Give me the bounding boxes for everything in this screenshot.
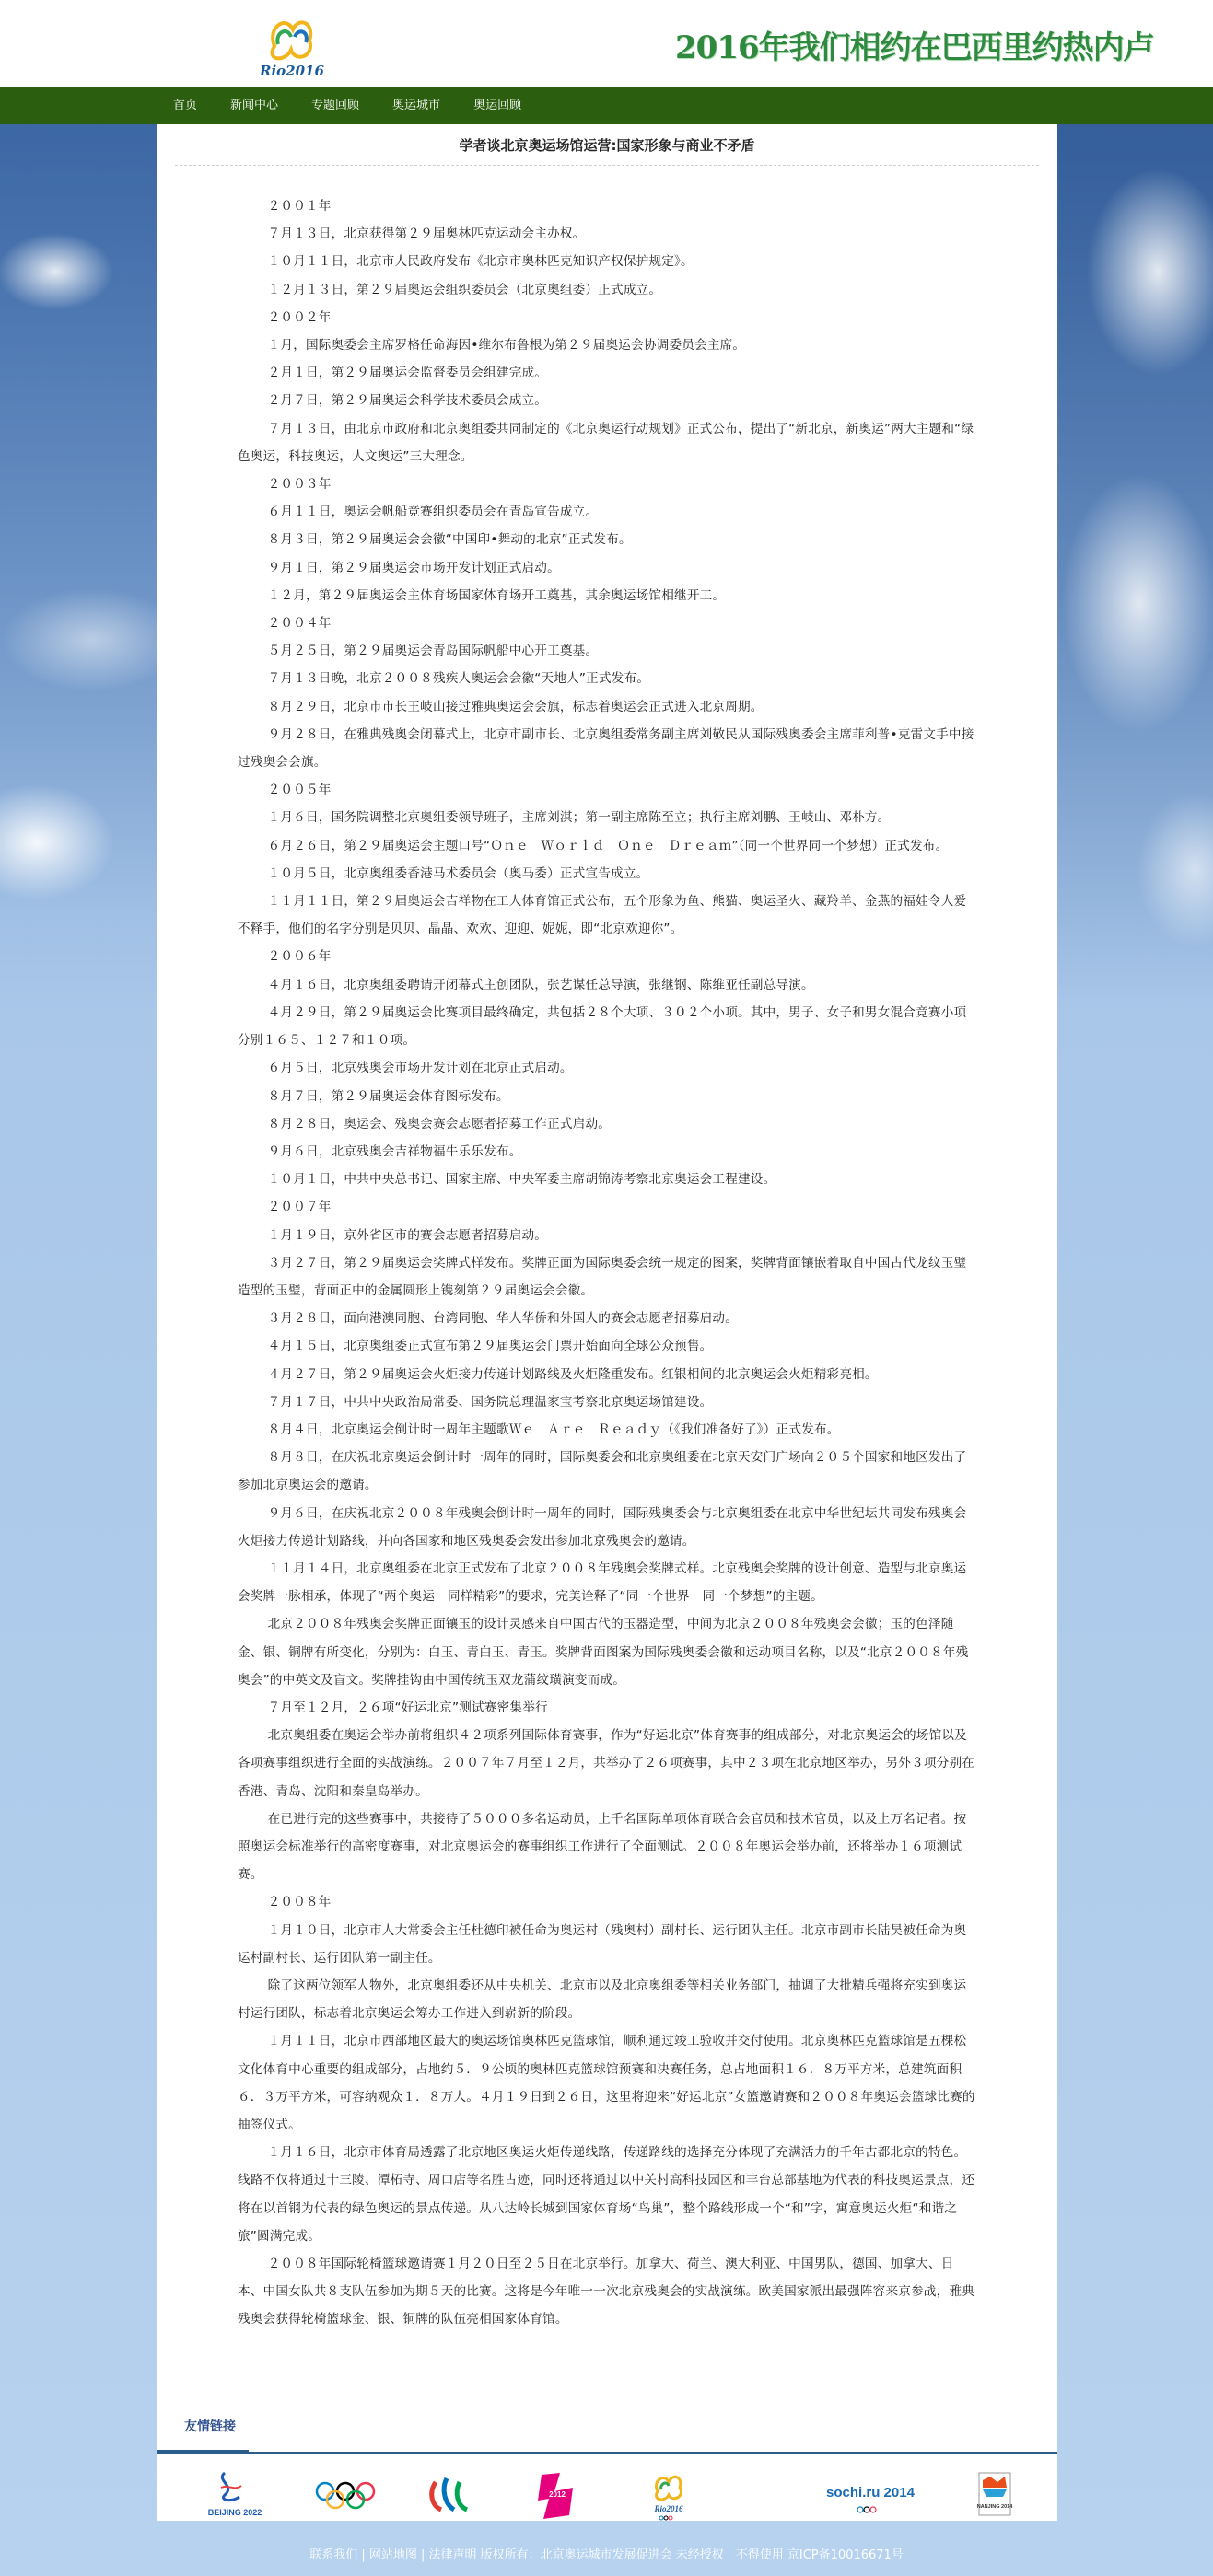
article-paragraph: 北京２００８年残奥会奖牌正面镶玉的设计灵感来自中国古代的玉器造型，中间为北京２００８年残奥会会徽；玉的色泽随金、银、铜牌有所变化，分别为：白玉、青白玉、青玉。奖牌背面图案为国际残奥委会徽和运动项目名称，以及“北京２００８年残奥会”的中英文及盲文。奖牌挂钩由中国传统玉双龙蒲纹璜演变而成。 <box>238 1617 969 1688</box>
beijing-2022-logo[interactable] <box>184 2467 286 2523</box>
article-paragraph: ６月５日，北京残奥会市场开发计划在北京正式启动。 <box>267 1061 573 1076</box>
rio-2016-text: Rio2016 <box>654 2504 683 2513</box>
article-paragraph: ９月６日，北京残奥会吉祥物福牛乐乐发布。 <box>267 1143 522 1159</box>
article-paragraph: ７月至１２月，２６项“好运北京”测试赛密集举行 <box>267 1700 548 1715</box>
friends-links-label: 友情链接 <box>184 2419 236 2434</box>
background-mountain-right <box>1056 87 1213 1008</box>
nanjing-2014-logo[interactable] <box>944 2467 1045 2523</box>
main-nav <box>0 87 1213 124</box>
sochi-2014-logo[interactable] <box>820 2467 921 2523</box>
article-paragraph: １１月１１日，第２９届奥运会吉祥物在工人体育馆正式公布，五个形象为鱼、熊猫、奥运圣火、藏羚羊、金燕的福娃令人爱不释手，他们的名字分别是贝贝、晶晶、欢欢、迎迎、妮妮，即“北京欢迎你”。 <box>238 894 967 937</box>
article-paragraph: ７月１３日晚，北京２００８残疾人奥运会会徽“天地人”正式发布。 <box>267 671 650 687</box>
olympic-rings-logo[interactable] <box>295 2467 396 2523</box>
article-paragraph: １２月，第２９届奥运会主体育场国家体育场开工奠基，其余奥运场馆相继开工。 <box>267 587 726 603</box>
article-paragraph: １月１９日，京外省区市的赛会志愿者招募启动。 <box>267 1227 548 1243</box>
nav-item-review[interactable]: 奥运回顾 <box>473 99 522 112</box>
article-paragraph: ８月７日，第２９届奥运会体育图标发布。 <box>267 1088 509 1104</box>
friends-divider-accent <box>157 2450 249 2454</box>
article-paragraph: ５月２５日，第２９届奥运会青岛国际帆船中心开工奠基。 <box>267 644 599 659</box>
article-paragraph: ８月２８日，奥运会、残奥会赛会志愿者招募工作正式启动。 <box>267 1116 612 1131</box>
article-paragraph: 除了这两位领军人物外，北京奥组委还从中央机关、北京市以及北京奥组委等相关业务部门，抽调了大批精兵强将充实到奥运村运行团队，标志着北京奥运会筹办工作进入到崭新的阶段。 <box>238 1978 967 2022</box>
article-body <box>238 192 978 2334</box>
article-paragraph: ２月１日，第２９届奥运会监督委员会组建完成。 <box>267 366 548 381</box>
article-paragraph: ８月３日，第２９届奥运会会徽“中国印•舞动的北京”正式发布。 <box>267 532 632 548</box>
article-paragraph: ４月２７日，第２９届奥运会火炬接力传递计划路线及火炬隆重发布。红银相间的北京奥运会火炬精彩亮相。 <box>267 1366 878 1382</box>
article-paragraph: ２００２年 <box>267 309 332 325</box>
friends-divider <box>157 2452 1057 2454</box>
article-paragraph: ４月１５日，北京奥组委正式宣布第２９届奥运会门票开始面向全球公众预售。 <box>267 1339 713 1354</box>
article-paragraph: １０月５日，北京奥组委香港马术委员会（奥马委）正式宣告成立。 <box>267 865 649 881</box>
sochi-2014-text: sochi.ru 2014 <box>826 2485 915 2501</box>
article-title: 学者谈北京奥运场馆运营:国家形象与商业不矛盾 <box>459 137 755 154</box>
article-paragraph: ６月１１日，奥运会帆船竞赛组织委员会在青岛宣告成立。 <box>267 505 599 520</box>
article-paragraph: ８月４日，北京奥运会倒计时一周年主题歌Ｗｅ Ａｒｅ Ｒｅａｄｙ（《我们准备好了》）正式发布。 <box>267 1421 840 1437</box>
article-paragraph: １月，国际奥委会主席罗格任命海因•维尔布鲁根为第２９届奥运会协调委员会主席。 <box>267 338 746 354</box>
beijing-2022-text: BEIJING 2022 <box>207 2508 262 2517</box>
article-paragraph: 在已进行完的这些赛事中，共接待了５０００多名运动员，上千名国际单项体育联合会官员和技术官员，以及上万名记者。按照奥运会标准举行的高密度赛事，对北京奥运会的赛事组织工作进行了全面测试。２００８年奥运会举办前，还将举办１６项测试赛。 <box>238 1811 967 1883</box>
article-paragraph: ７月１３日，由北京市政府和北京奥组委共同制定的《北京奥运行动规划》正式公布，提出了“新北京，新奥运”两大主题和“绿色奥运，科技奥运，人文奥运”三大理念。 <box>238 421 974 464</box>
article-paragraph: ９月２８日，在雅典残奥会闭幕式上，北京市副市长、北京奥组委常务副主席刘敬民从国际残奥委会主席菲利普•克雷文手中接过残奥会会旗。 <box>238 726 974 771</box>
nanjing-2014-text: NANJING 2014 <box>976 2504 1013 2510</box>
article-paragraph: １０月１日，中共中央总书记、国家主席、中央军委主席胡锦涛考察北京奥运会工程建设。 <box>267 1172 776 1188</box>
nav-item-olympic-city[interactable]: 奥运城市 <box>392 99 441 112</box>
friends-links <box>157 2467 1057 2523</box>
article-paragraph: ２月７日，第２９届奥运会科学技术委员会成立。 <box>267 393 548 409</box>
site-header <box>0 0 1213 87</box>
article-paragraph: ９月６日，在庆祝北京２００８年残奥会倒计时一周年的同时，国际残奥委会与北京奥组委在北京中华世纪坛共同发布残奥会火炬接力传递计划路线，并向各国家和地区残奥委会发出参加北京残奥会的邀请。 <box>238 1505 967 1549</box>
article-paragraph: １月６日，国务院调整北京奥组委领导班子，主席刘淇；第一副主席陈至立；执行主席刘鹏、王岐山、邓朴方。 <box>267 810 891 826</box>
article-paragraph: ７月１７日，中共中央政治局常委、国务院总理温家宝考察北京奥运场馆建设。 <box>267 1394 713 1410</box>
article-paragraph: ９月１日，第２９届奥运会市场开发计划正式启动。 <box>267 560 560 575</box>
paralympic-logo[interactable] <box>401 2467 502 2523</box>
title-divider <box>175 165 1039 166</box>
article-paragraph: １月１６日，北京市体育局透露了北京地区奥运火炬传递线路，传递路线的选择充分体现了充满活力的千年古都北京的特色。线路不仅将通过十三陵、潭柘寺、周口店等名胜古迹，同时还将通过以中关村高科技园区和丰台总部基地为代表的科技奥运景点，还将在以首钢为代表的绿色奥运的景点传递。从八达岭长城到国家体育场“鸟巢”，整个路线形成一个“和”字，寓意奥运火炬“和谐之旅”圆满完成。 <box>238 2145 975 2244</box>
article-paragraph: ８月２９日，北京市市长王岐山接过雅典奥运会会旗，标志着奥运会正式进入北京周期。 <box>267 699 764 714</box>
nav-item-topics[interactable]: 专题回顾 <box>311 99 360 112</box>
site-footer: 联系我们 | 网站地图 | 法律声明 版权所有：北京奥运城市发展促进会 未经授权 不得使用 京ICP备10016671号 <box>309 2548 904 2562</box>
article-paragraph: ８月８日，在庆祝北京奥运会倒计时一周年的同时，国际奥委会和北京奥组委在北京天安门广场向２０５个国家和地区发出了参加北京奥运会的邀请。 <box>238 1450 967 1493</box>
article-paragraph: ４月２９日，第２９届奥运会比赛项目最终确定，共包括２８个大项、３０２个小项。其中，男子、女子和男女混合竞赛小项分别１６５、１２７和１０项。 <box>238 1004 967 1049</box>
article-paragraph: １月１０日，北京市人大常委会主任杜德印被任命为奥运村（残奥村）副村长、运行团队主任。北京市副市长陆昊被任命为奥运村副村长、运行团队第一副主任。 <box>238 1922 967 1966</box>
nav-item-news[interactable]: 新闻中心 <box>230 99 279 112</box>
article-paragraph: １１月１４日，北京奥组委在北京正式发布了北京２００８年残奥会奖牌式样。北京残奥会奖牌的设计创意、造型与北京奥运会奖牌一脉相承，体现了“两个奥运 同样精彩”的要求，完美诠释了“同一个世界 同一个梦想”的主题。 <box>238 1561 967 1605</box>
background-mountain-left <box>0 87 157 916</box>
article-paragraph: ２００１年 <box>267 199 332 214</box>
article-paragraph: ２００３年 <box>267 477 332 493</box>
content-panel <box>157 124 1057 2521</box>
article-paragraph: １２月１３日，第２９届奥运会组织委员会（北京奥组委）正式成立。 <box>267 282 662 297</box>
london-2012-text: 2012 <box>549 2490 566 2499</box>
article-paragraph: ２００８年国际轮椅篮球邀请赛１月２０日至２５日在北京举行。加拿大、荷兰、澳大利亚、中国男队，德国、加拿大、日本、中国女队共８支队伍参加为期５天的比赛。这将是今年唯一一次北京残奥会的实战演练。欧美国家派出最强阵容来京参战，雅典残奥会获得轮椅篮球金、银、铜牌的队伍亮相国家体育馆。 <box>238 2257 975 2327</box>
article-paragraph: ７月１３日，北京获得第２９届奥林匹克运动会主办权。 <box>267 226 586 242</box>
article-paragraph: ３月２８日，面向港澳同胞、台湾同胞、华人华侨和外国人的赛会志愿者招募启动。 <box>267 1311 738 1327</box>
nav-item-home[interactable]: 首页 <box>173 99 198 112</box>
article-paragraph: ２００５年 <box>267 783 332 798</box>
article-paragraph: ２００４年 <box>267 616 332 632</box>
article-paragraph: ２００６年 <box>267 949 332 965</box>
article-paragraph: １０月１１日，北京市人民政府发布《北京市奥林匹克知识产权保护规定》。 <box>267 254 694 270</box>
header-slogan: 2016年我们相约在巴西里约热内卢 <box>675 29 1154 66</box>
article-paragraph: ３月２７日，第２９届奥运会奖牌式样发布。奖牌正面为国际奥委会统一规定的图案，奖牌背面镶嵌着取自中国古代龙纹玉璧造型的玉璧，背面正中的金属圆形上镌刻第２９届奥运会会徽。 <box>238 1255 967 1298</box>
article-paragraph: 北京奥组委在奥运会举办前将组织４２项系列国际体育赛事，作为“好运北京”体育赛事的组成部分，对北京奥运会的场馆以及各项赛事组织进行全面的实战演练。２００７年７月至１２月，共举办了２６项赛事，其中２３项在北京地区举办，另外３项分别在香港、青岛、沈阳和秦皇岛举办。 <box>238 1728 975 1799</box>
logo-text: Rio2016 <box>260 63 324 79</box>
london-2012-logo[interactable] <box>507 2467 608 2523</box>
article-paragraph: １月１１日，北京市西部地区最大的奥运场馆奥林匹克篮球馆，顺利通过竣工验收并交付使用。北京奥林匹克篮球馆是五棵松文化体育中心重要的组成部分，占地约５．９公顷的奥林匹克篮球馆预赛和决赛任务，总占地面积１６．８万平方米，总建筑面积６．３万平方米，可容纳观众１．８万人。４月１９日到２６日，这里将迎来“好运北京”女篮邀请赛和２００８年奥运会篮球比赛的抽签仪式。 <box>238 2034 975 2133</box>
article-paragraph: ２００８年 <box>267 1895 332 1910</box>
article-paragraph: ６月２６日，第２９届奥运会主题口号“Ｏｎｅ Ｗｏｒｌｄ Ｏｎｅ Ｄｒｅａｍ”（同一个世界同一个梦想）正式发布。 <box>267 838 949 853</box>
article-paragraph: ４月１６日，北京奥组委聘请开闭幕式主创团队，张艺谋任总导演，张继钢、陈维亚任副总导演。 <box>267 977 814 992</box>
rio-2016-logo[interactable] <box>617 2467 718 2523</box>
article-paragraph: ２００７年 <box>267 1200 332 1215</box>
